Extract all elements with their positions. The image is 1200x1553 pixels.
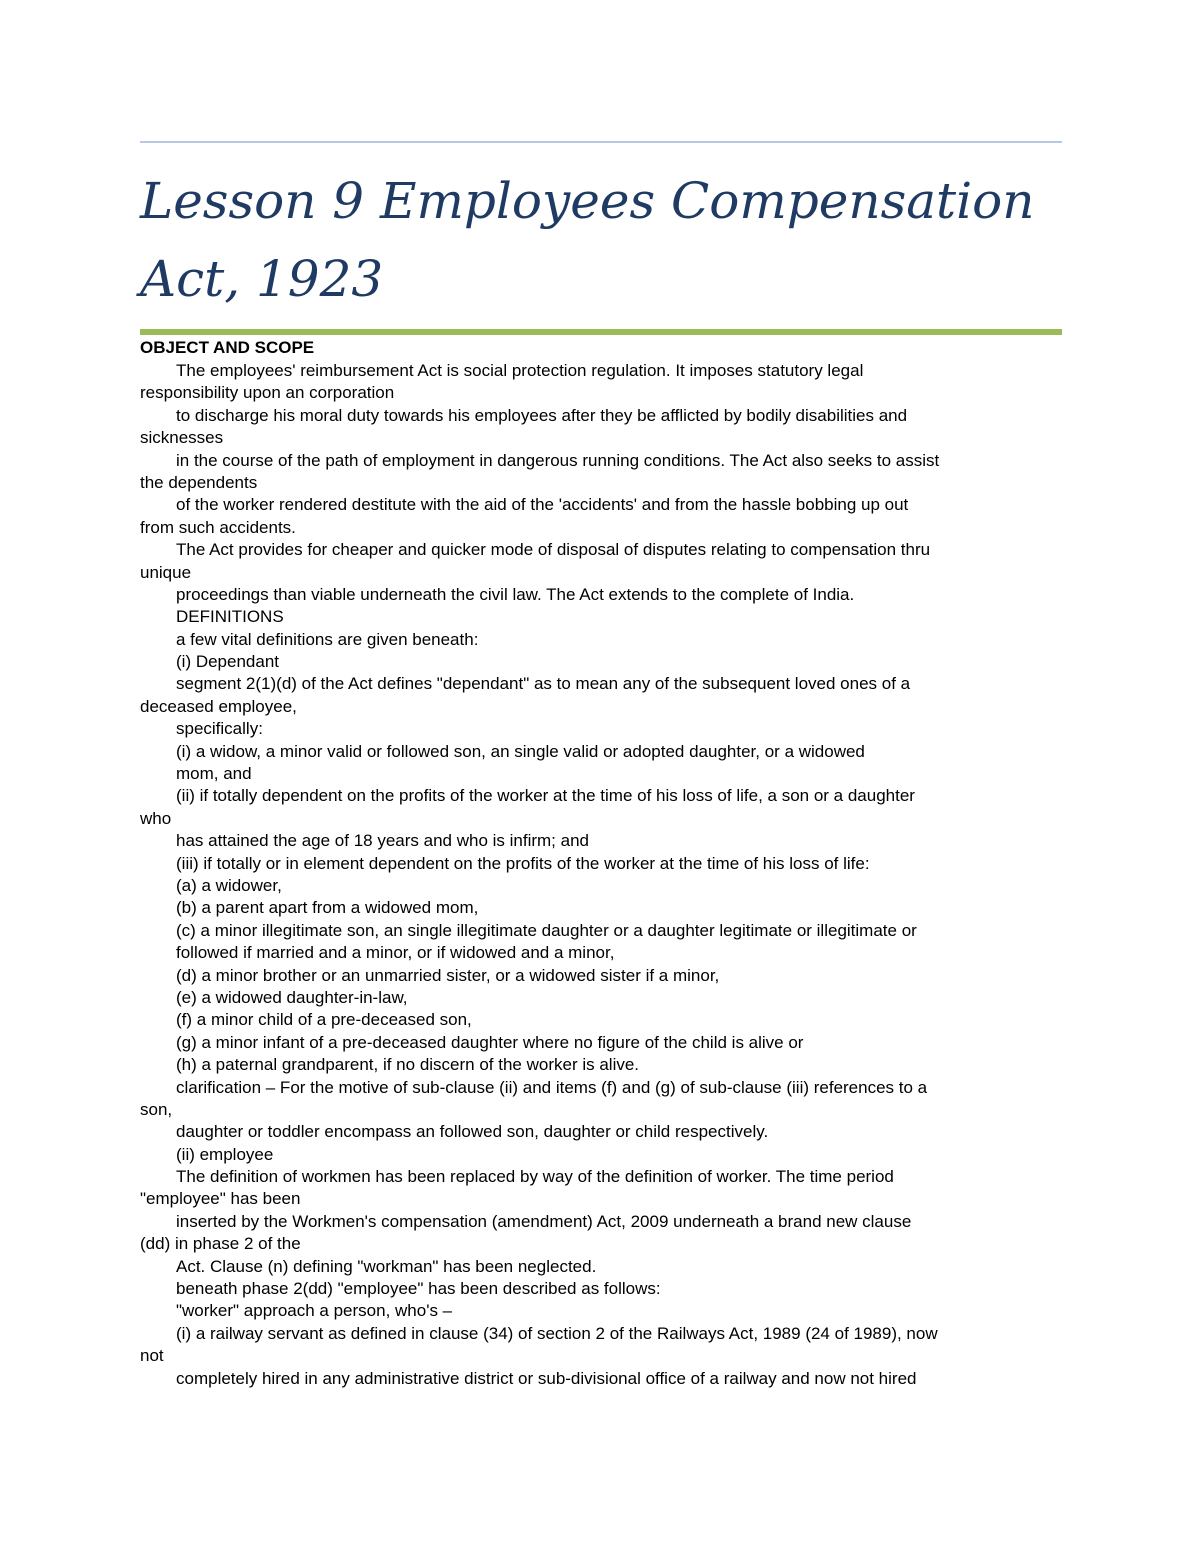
section-heading: OBJECT AND SCOPE (140, 338, 315, 357)
text-line: (i) a widow, a minor valid or followed son, an single valid or adopted daughter, or a widowed (176, 741, 865, 761)
text-line: (f) a minor child of a pre-deceased son, (176, 1010, 472, 1030)
text-line: (ii) if totally dependent on the profits of the worker at the time of his loss of life, a son or a daughter (176, 786, 915, 806)
text-line: daughter or toddler encompass an followed son, daughter or child respectively. (176, 1122, 769, 1142)
text-line: of the worker rendered destitute with the aid of the 'accidents' and from the hassle bobbing up out (176, 495, 909, 515)
text-line: The definition of workmen has been replaced by way of the definition of worker. The time period (176, 1167, 894, 1187)
text-line: has attained the age of 18 years and who is infirm; and (176, 831, 589, 851)
text-line: (i) Dependant (176, 652, 280, 672)
text-line: (dd) in phase 2 of the (140, 1234, 301, 1254)
text-line: "employee" has been (140, 1189, 301, 1209)
text-line: (iii) if totally or in element dependent on the profits of the worker at the time of his loss of life: (176, 853, 870, 873)
text-line: from such accidents. (140, 517, 296, 537)
title-line-2: Act, 1923 (140, 250, 384, 308)
text-line: deceased employee, (140, 696, 297, 716)
body-text (140, 360, 1062, 1390)
title-top-rule (140, 141, 1062, 143)
text-line: (e) a widowed daughter-in-law, (176, 987, 408, 1007)
text-line: beneath phase 2(dd) "employee" has been described as follows: (176, 1279, 661, 1299)
text-line: segment 2(1)(d) of the Act defines "dependant" as to mean any of the subsequent loved ones of a (176, 674, 911, 694)
text-line: mom, and (176, 764, 252, 784)
text-line: "worker" approach a person, who's – (176, 1301, 453, 1321)
text-line: (d) a minor brother or an unmarried sister, or a widowed sister if a minor, (176, 965, 720, 985)
text-line: The Act provides for cheaper and quicker mode of disposal of disputes relating to compensation thru (176, 540, 931, 560)
text-line: (ii) employee (176, 1144, 274, 1164)
text-line: clarification – For the motive of sub-clause (ii) and items (f) and (g) of sub-clause (iii) references to a (176, 1077, 928, 1097)
text-line: the dependents (140, 472, 258, 492)
text-line: sicknesses (140, 428, 224, 448)
text-line: responsibility upon an corporation (140, 383, 395, 403)
text-line: a few vital definitions are given beneath: (176, 629, 479, 649)
text-line: specifically: (176, 719, 263, 739)
text-line: DEFINITIONS (176, 607, 284, 627)
text-line: (g) a minor infant of a pre-deceased daughter where no figure of the child is alive or (176, 1032, 804, 1052)
text-line: who (140, 808, 172, 828)
title-line-1: Lesson 9 Employees Compensation (140, 172, 1035, 230)
text-line: Act. Clause (n) defining "workman" has been neglected. (176, 1256, 597, 1276)
text-line: son, (140, 1099, 173, 1119)
text-line: (h) a paternal grandparent, if no discern of the worker is alive. (176, 1055, 640, 1075)
text-line: proceedings than viable underneath the civil law. The Act extends to the complete of India. (176, 584, 855, 604)
text-line: completely hired in any administrative district or sub-divisional office of a railway and now not hired (176, 1368, 917, 1388)
text-line: (c) a minor illegitimate son, an single illegitimate daughter or a daughter legitimate or illegitimate or (176, 920, 917, 940)
text-line: (b) a parent apart from a widowed mom, (176, 898, 479, 918)
title-bottom-rule (140, 329, 1062, 335)
text-line: The employees' reimbursement Act is social protection regulation. It imposes statutory legal (176, 361, 864, 380)
text-line: not (140, 1346, 164, 1366)
text-line: followed if married and a minor, or if widowed and a minor, (176, 943, 615, 963)
document-title (140, 162, 1070, 318)
text-line: inserted by the Workmen's compensation (amendment) Act, 2009 underneath a brand new clause (176, 1211, 912, 1231)
text-line: to discharge his moral duty towards his employees after they be afflicted by bodily disabilities and (176, 405, 908, 425)
text-line: (a) a widower, (176, 875, 282, 895)
text-line: in the course of the path of employment in dangerous running conditions. The Act also seeks to assist (176, 450, 940, 470)
text-line: (i) a railway servant as defined in clause (34) of section 2 of the Railways Act, 1989 (24 of 1989), now (176, 1323, 938, 1343)
text-line: unique (140, 562, 192, 582)
document-body (140, 336, 1062, 1390)
